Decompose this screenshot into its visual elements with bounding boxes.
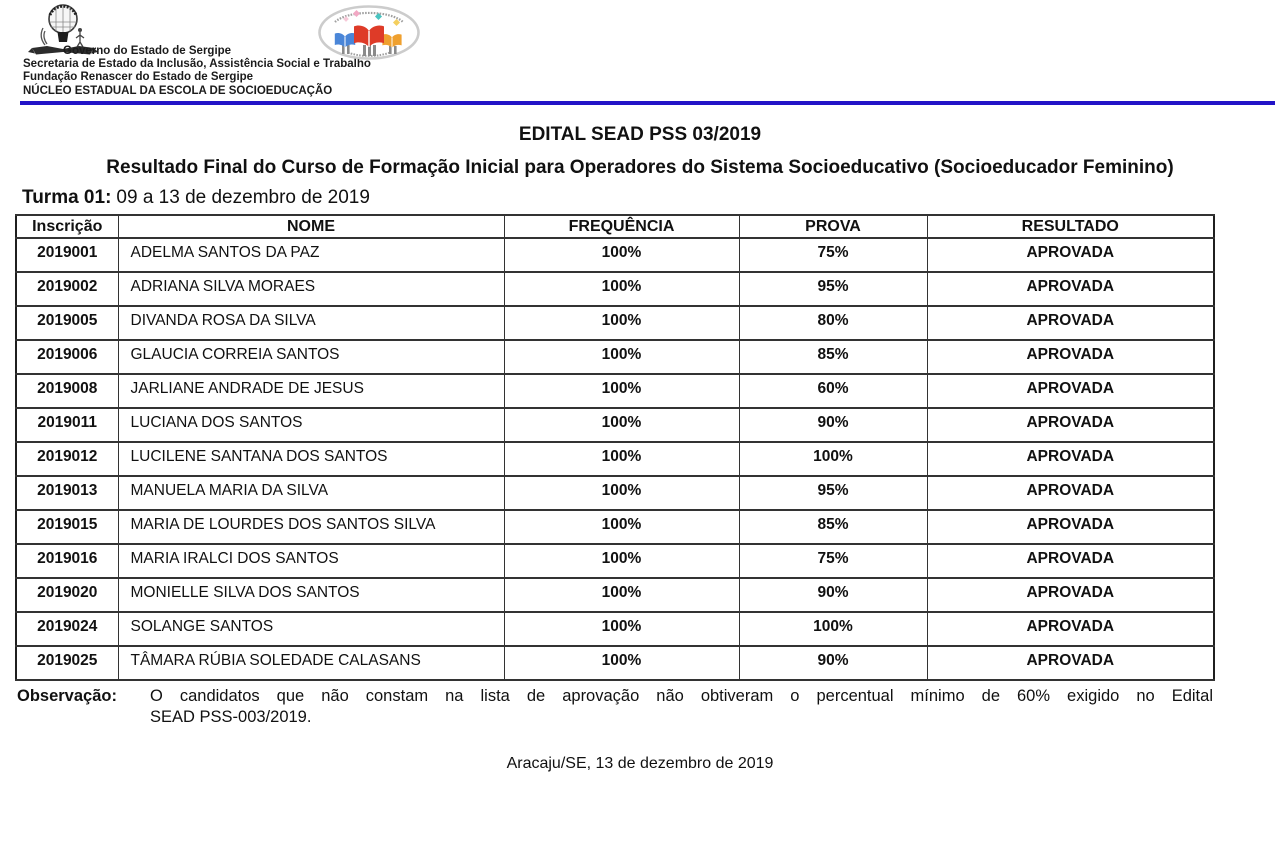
frequencia-cell: 100% [504,646,739,680]
prova-cell: 85% [739,510,927,544]
inscricao-cell: 2019025 [16,646,118,680]
header-divider [20,101,1275,105]
table-row [16,306,1214,340]
table-header-row [16,215,1214,238]
frequencia-cell: 100% [504,442,739,476]
inscricao-cell: 2019020 [16,578,118,612]
table-row [16,646,1214,680]
table-row [16,408,1214,442]
inscricao-cell: 2019001 [16,238,118,272]
table-row [16,612,1214,646]
table-row [16,238,1214,272]
nome-cell: SOLANGE SANTOS [118,612,504,646]
place-date-line: Aracaju/SE, 13 de dezembro de 2019 [506,755,774,772]
prova-cell: 85% [739,340,927,374]
nome-cell: MARIA IRALCI DOS SANTOS [118,544,504,578]
inscricao-cell: 2019002 [16,272,118,306]
resultado-cell: APROVADA [927,238,1214,272]
inscricao-cell: 2019013 [16,476,118,510]
prova-cell: 75% [739,544,927,578]
nome-cell: MARIA DE LOURDES DOS SANTOS SILVA [118,510,504,544]
frequencia-cell: 100% [504,374,739,408]
col-header-resultado: RESULTADO [927,215,1214,238]
prova-cell: 60% [739,374,927,408]
org-line-governo: Governo do Estado de Sergipe [63,45,232,57]
frequencia-cell: 100% [504,340,739,374]
org-line-fundacao: Fundação Renascer do Estado de Sergipe [23,71,254,84]
resultado-cell: APROVADA [927,272,1214,306]
nome-cell: MANUELA MARIA DA SILVA [118,476,504,510]
nome-cell: GLAUCIA CORREIA SANTOS [118,340,504,374]
observation-label: Observação: [17,687,117,705]
document-subtitle: Resultado Final do Curso de Formação Inicial para Operadores do Sistema Socioeducativo (Socioeducador Feminino) [106,157,1174,178]
prova-cell: 90% [739,578,927,612]
nome-cell: JARLIANE ANDRADE DE JESUS [118,374,504,408]
prova-cell: 80% [739,306,927,340]
nome-cell: ADRIANA SILVA MORAES [118,272,504,306]
inscricao-cell: 2019011 [16,408,118,442]
results-table-body [16,238,1214,680]
frequencia-cell: 100% [504,612,739,646]
inscricao-cell: 2019012 [16,442,118,476]
table-row [16,510,1214,544]
frequencia-cell: 100% [504,238,739,272]
table-row [16,374,1214,408]
inscricao-cell: 2019015 [16,510,118,544]
prova-cell: 95% [739,272,927,306]
inscricao-cell: 2019006 [16,340,118,374]
observation-text-line1: O candidatos que não constam na lista de aprovação não obtiveram o percentual mínimo de 60% exigido no Edital [150,687,1213,705]
turma-dates: 09 a 13 de dezembro de 2019 [116,187,370,208]
observation-text-line2: SEAD PSS-003/2019. [150,708,312,726]
table-row [16,544,1214,578]
prova-cell: 100% [739,612,927,646]
frequencia-cell: 100% [504,578,739,612]
resultado-cell: APROVADA [927,544,1214,578]
nome-cell: LUCILENE SANTANA DOS SANTOS [118,442,504,476]
inscricao-cell: 2019024 [16,612,118,646]
prova-cell: 95% [739,476,927,510]
resultado-cell: APROVADA [927,646,1214,680]
frequencia-cell: 100% [504,544,739,578]
col-header-frequencia: FREQUÊNCIA [504,215,739,238]
inscricao-cell: 2019016 [16,544,118,578]
prova-cell: 90% [739,646,927,680]
frequencia-cell: 100% [504,272,739,306]
frequencia-cell: 100% [504,510,739,544]
nome-cell: DIVANDA ROSA DA SILVA [118,306,504,340]
table-row [16,272,1214,306]
nome-cell: LUCIANA DOS SANTOS [118,408,504,442]
nome-cell: MONIELLE SILVA DOS SANTOS [118,578,504,612]
resultado-cell: APROVADA [927,612,1214,646]
turma-label: Turma 01: [22,187,112,208]
table-row [16,476,1214,510]
frequencia-cell: 100% [504,408,739,442]
resultado-cell: APROVADA [927,476,1214,510]
prova-cell: 75% [739,238,927,272]
escola-socioeducacao-emblem-icon [318,5,420,60]
letterhead [0,0,1280,106]
prova-cell: 100% [739,442,927,476]
results-table [15,214,1215,681]
resultado-cell: APROVADA [927,578,1214,612]
nome-cell: ADELMA SANTOS DA PAZ [118,238,504,272]
prova-cell: 90% [739,408,927,442]
col-header-nome: NOME [118,215,504,238]
frequencia-cell: 100% [504,306,739,340]
turma-line [22,187,1280,208]
observation-note [17,686,1213,728]
table-row [16,442,1214,476]
org-line-nucleo: NÚCLEO ESTADUAL DA ESCOLA DE SOCIOEDUCAÇÃO [23,84,333,97]
inscricao-cell: 2019008 [16,374,118,408]
frequencia-cell: 100% [504,476,739,510]
resultado-cell: APROVADA [927,442,1214,476]
resultado-cell: APROVADA [927,306,1214,340]
table-row [16,340,1214,374]
col-header-prova: PROVA [739,215,927,238]
resultado-cell: APROVADA [927,340,1214,374]
document-title: EDITAL SEAD PSS 03/2019 [518,124,762,145]
col-header-inscricao: Inscrição [16,215,118,238]
inscricao-cell: 2019005 [16,306,118,340]
nome-cell: TÂMARA RÚBIA SOLEDADE CALASANS [118,646,504,680]
table-row [16,578,1214,612]
resultado-cell: APROVADA [927,510,1214,544]
resultado-cell: APROVADA [927,408,1214,442]
org-line-secretaria: Secretaria de Estado da Inclusão, Assistência Social e Trabalho [23,58,371,71]
resultado-cell: APROVADA [927,374,1214,408]
